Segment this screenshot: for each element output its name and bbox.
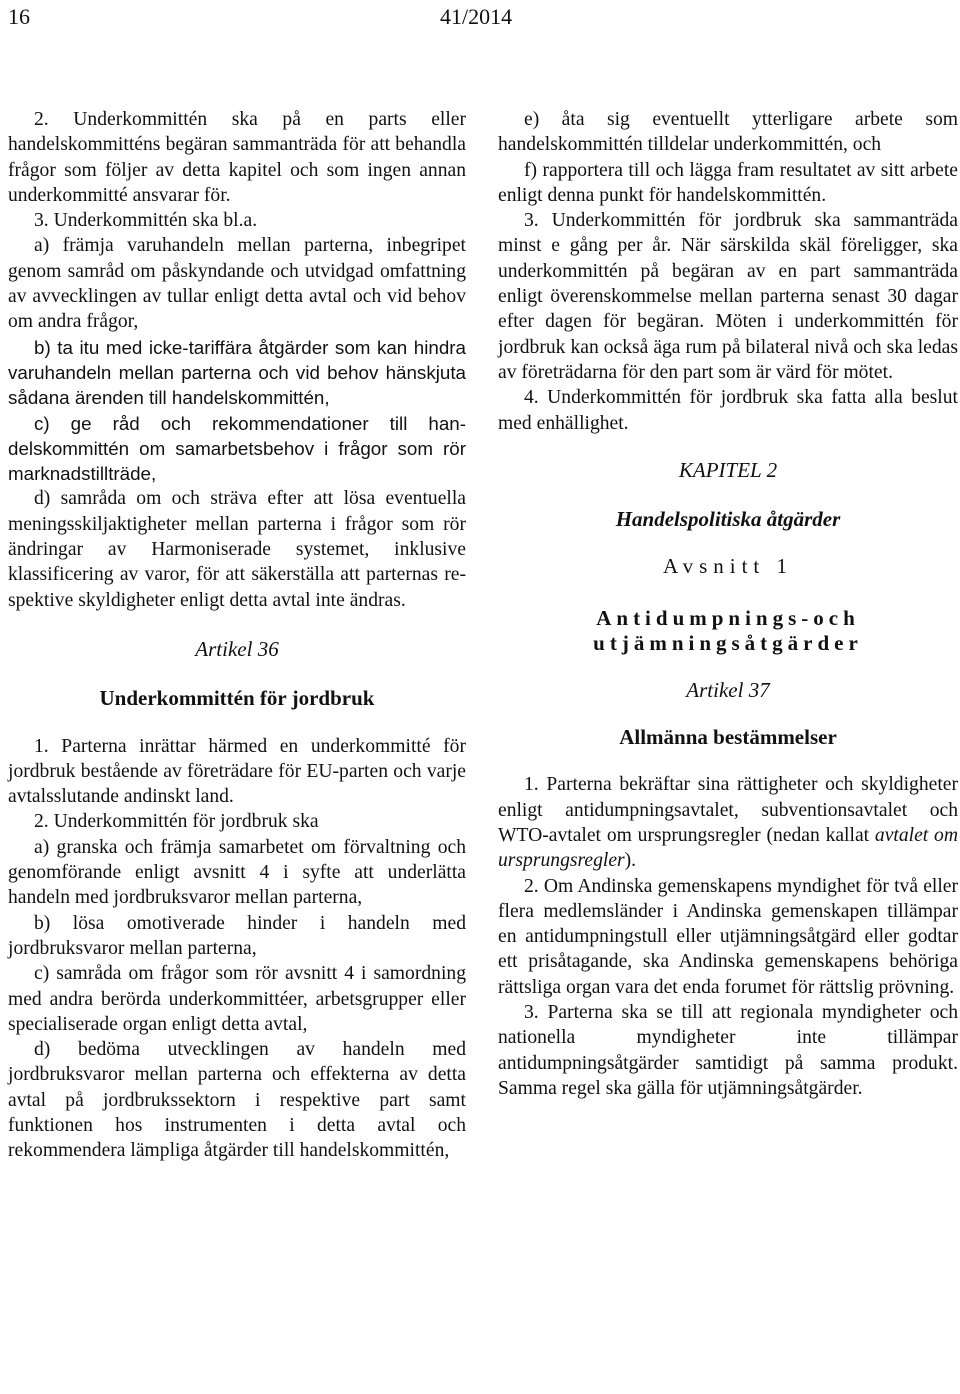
page-header [8, 4, 952, 34]
paragraph: a) främja varuhandeln mellan parterna, inbegripet genom samråd om påskyndande och utvidgad omfattning av avvecklingen av tullar enligt detta avtal och vid behov om andra frågor, [8, 235, 466, 333]
paragraph: d) samråda om och sträva efter att lösa eventuella meningsskiljaktigheter mellan parterna i frågor som rör ändringar av Harmoniserade systemet, inklusive klassificering av varor, för att säkerställa att parternas respektive skyldigheter enligt detta avtal inte ändras. [8, 488, 466, 611]
paragraph: 1. Parterna inrättar härmed en underkommitté för jordbruk bestående av företrädare för EU-parten och varje avtalsslutande andinskt land. [8, 735, 466, 808]
paragraph-text: ). [624, 850, 637, 872]
page-number: 16 [8, 4, 30, 29]
paragraph: e) åta sig eventuellt ytterligare arbete som handelskommittén tilldelar underkommittén, och [498, 109, 958, 156]
paragraph-text: 1. Parterna bekräftar sina rättigheter och skyldigheter enligt antidumpningsavtalet, subventionsavtalet och WTO-avtalet om ursprungsregler (nedan kallat [498, 774, 958, 846]
article-title: Underkommittén för jordbruk [99, 686, 375, 711]
paragraph: b) ta itu med icke-tariffära åtgärder som kan hindra varuhandeln mellan parterna och vid behov hänskjuta sådana ärenden till handelskommittén, [8, 336, 466, 409]
right-column [498, 107, 958, 1101]
paragraph: 4. Underkommittén för jordbruk ska fatta alla beslut med enhällighet. [498, 387, 958, 434]
article-number: Artikel 36 [195, 636, 279, 661]
paragraph: 2. Underkommittén ska på en parts eller handelskommitténs begäran sammanträda för att behandla frågor som följer av detta kapitel och som ingen annan underkommitté ansvarar för. [8, 109, 466, 206]
paragraph: 3. Underkommittén för jordbruk ska sammanträda minst e gång per år. När särskilda skäl föreligger, ska underkommittén på begäran av en part sammanträda enligt överenskommelse mellan parterna senast 30 dagar efter dagen för begäran. Möten i underkommittén för jordbruk kan också äga rum på bilateral nivå och ska ledas av företrädarna för den part som är värd för mötet. [498, 210, 958, 383]
issue-number: 41/2014 [440, 4, 513, 29]
paragraph: a) granska och främja samarbetet om förvaltning och genomförande enligt avsnitt 4 i syfte att underlätta handeln med jordbruksvaror mellan parterna, [8, 836, 466, 909]
paragraph: 3. Underkommittén ska bl.a. [34, 210, 258, 232]
paragraph: 3. Parterna ska se till att regionala myndigheter och nationella myndigheter inte tillämpar antidumpningsåtgärder samtidigt på samma produkt. Samma regel ska gälla för utjämningsåtgärder. [498, 1002, 958, 1099]
defined-term: avtalet om ursprungsregler [498, 824, 958, 872]
paragraph: c) ge råd och rekommendationer till handelskommittén om samarbetsbehov i frågor som rör marknadstillträde, [8, 412, 466, 485]
paragraph: b) lösa omotiverade hinder i handeln med jordbruksvaror mellan parterna, [8, 912, 466, 959]
paragraph: 2. Underkommittén för jordbruk ska [34, 811, 319, 833]
paragraph: f) rapportera till och lägga fram resultatet av sitt arbete enligt denna punkt för handelskommittén. [498, 159, 958, 206]
paragraph: d) bedöma utvecklingen av handeln med jordbruksvaror mellan parterna och effekterna av detta avtal på jordbrukssektorn i respektive part samt funktionen hos instrumenten i detta avtal och rekommendera lämpliga åtgärder till handelskommittén, [8, 1039, 466, 1162]
section-title: Antidumpnings-och [596, 605, 860, 630]
paragraph [498, 772, 958, 873]
left-column [8, 107, 466, 1164]
paragraph: 2. Om Andinska gemenskapens myndighet för två eller flera medlemsländer i Andinska gemenskapen tillämpar en antidumpningstull eller utjämningsåtgärd eller godtar ett prisåtagande, ska Andinska gemenskapens behöriga rättsliga organ vara det enda forumet för rättslig prövning. [498, 875, 958, 998]
article-number: Artikel 37 [686, 677, 770, 702]
paragraph: c) samråda om frågor som rör avsnitt 4 i samordning med andra berörda underkommittéer, arbetsgrupper eller specialiserade organ enligt detta avtal, [8, 963, 466, 1035]
section-heading: Avsnitt 1 [662, 554, 794, 579]
chapter-heading: KAPITEL 2 [678, 457, 778, 482]
section-title: utjämningsåtgärder [593, 630, 863, 655]
article-title: Allmänna bestämmelser [619, 725, 837, 750]
chapter-title: Handelspolitiska åtgärder [615, 507, 841, 532]
